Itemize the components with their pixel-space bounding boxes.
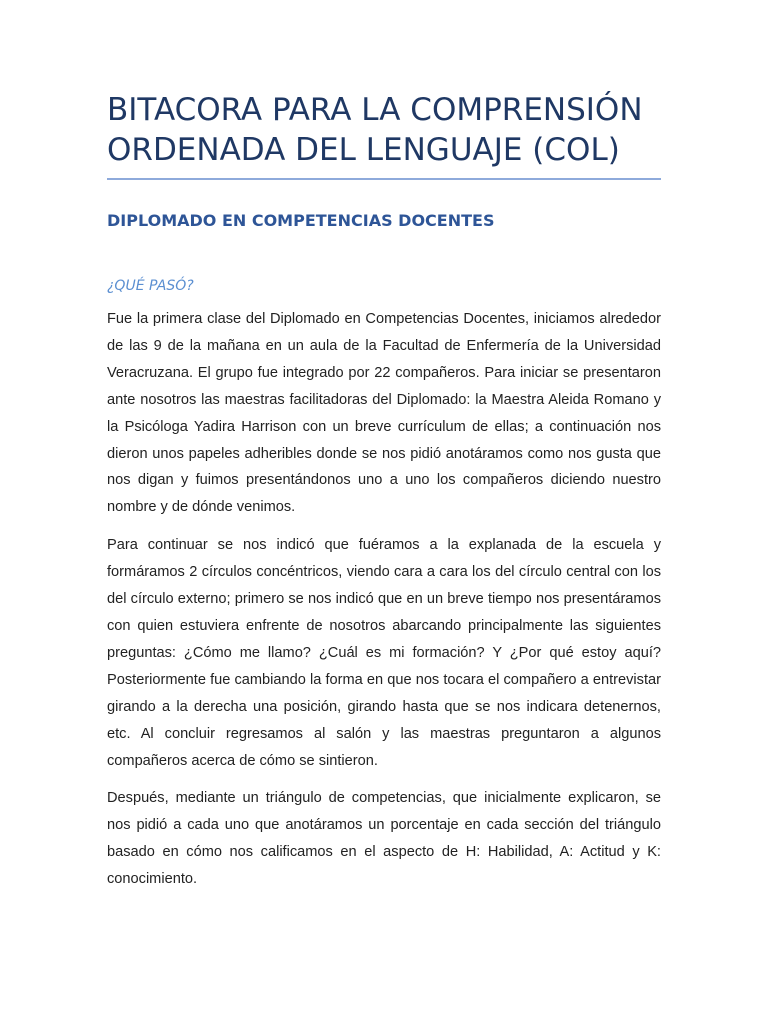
document-title: BITACORA PARA LA COMPRENSIÓN ORDENADA DEL LENGUAJE (COL): [107, 92, 643, 168]
section-heading: ¿QUÉ PASÓ?: [107, 278, 194, 294]
document-page: [107, 0, 661, 893]
title-divider: [107, 178, 661, 180]
paragraph-3: Después, mediante un triángulo de competencias, que inicialmente explicaron, se nos pidió a cada uno que anotáramos un porcentaje en cada sección del triángulo basado en cómo nos calificamos en el aspecto de H: Habilidad, A: Actitud y K: conocimiento.: [107, 790, 661, 888]
paragraph-2: Para continuar se nos indicó que fuéramos a la explanada de la escuela y formáramos 2 círculos concéntricos, viendo cara a cara los del círculo central con los del círculo externo; primero se nos indicó que en un breve tiempo nos presentáramos con quien estuviera enfrente de nosotros abarcando principalmente las siguientes preguntas: ¿Cómo me llamo? ¿Cuál es mi formación? Y ¿Por qué estoy aquí? Posteriormente fue cambiando la forma en que nos tocara el compañero a entrevistar girando a la derecha una posición, girando hasta que se nos indicara detenernos, etc. Al concluir regresamos al salón y las maestras preguntaron a algunos compañeros acerca de cómo se sintieron.: [107, 537, 661, 769]
document-subtitle: DIPLOMADO EN COMPETENCIAS DOCENTES: [107, 211, 495, 230]
paragraph-1: Fue la primera clase del Diplomado en Competencias Docentes, iniciamos alrededor de las 9 de la mañana en un aula de la Facultad de Enfermería de la Universidad Veracruzana. El grupo fue integrado por 22 compañeros. Para iniciar se presentaron ante nosotros las maestras facilitadoras del Diplomado: la Maestra Aleida Romano y la Psicóloga Yadira Harrison con un breve currículum de ellas; a continuación nos dieron unos papeles adheribles donde se nos pidió anotáramos como nos gusta que nos digan y fuimos presentándonos uno a uno los compañeros diciendo nuestro nombre y de dónde venimos.: [107, 311, 661, 516]
